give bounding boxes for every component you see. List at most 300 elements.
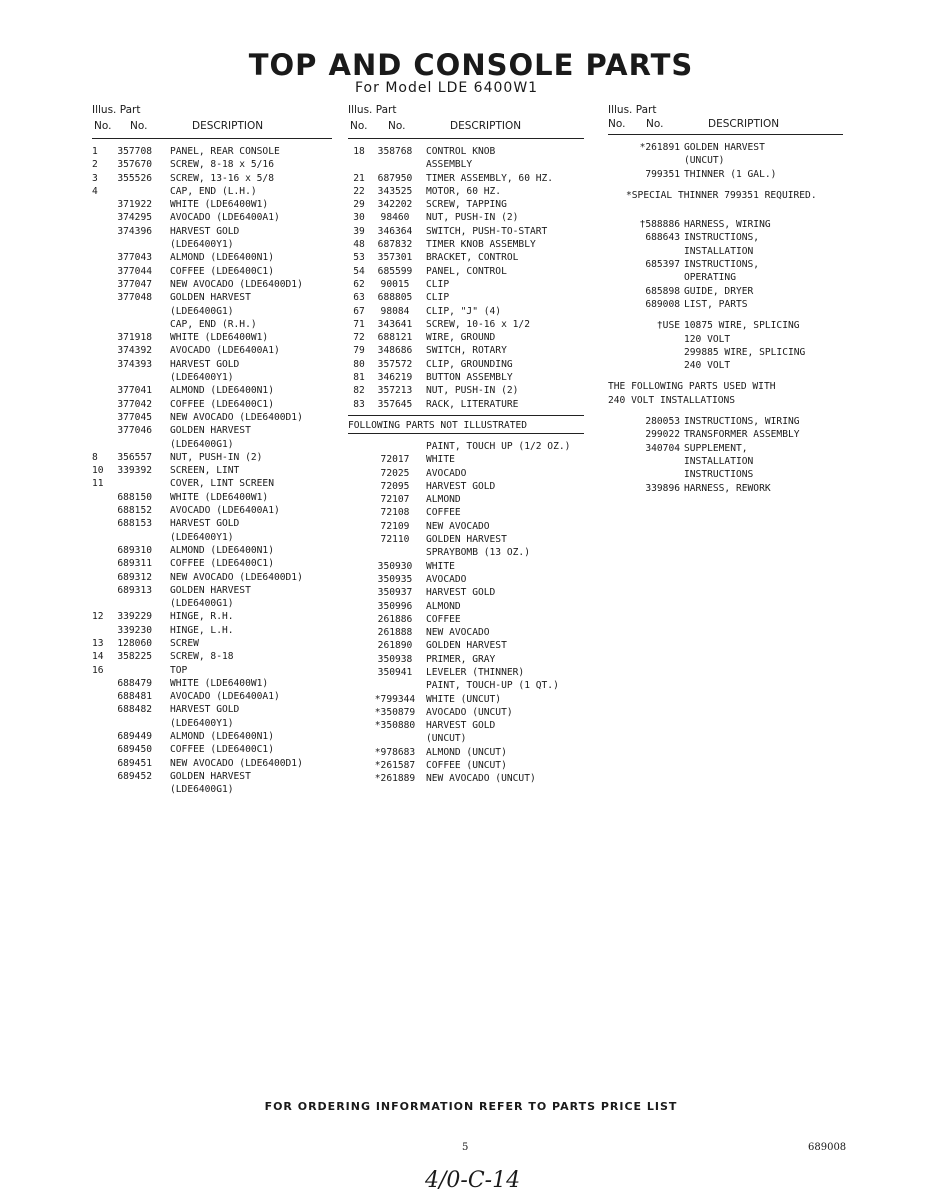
part-description: NEW AVOCADO (LDE6400D1) bbox=[170, 278, 303, 290]
part-number: *261587 bbox=[374, 760, 416, 772]
part-number: 689310 bbox=[117, 544, 152, 556]
part-description: (LDE6400Y1) bbox=[170, 717, 234, 729]
part-row bbox=[92, 411, 332, 424]
part-description: WHITE bbox=[426, 560, 455, 572]
part-row bbox=[92, 158, 332, 171]
part-description: 299885 WIRE, SPLICING bbox=[684, 346, 806, 358]
part-number: 689008 bbox=[645, 298, 680, 310]
part-description: (LDE6400Y1) bbox=[170, 531, 234, 543]
part-description: GOLDEN HARVEST bbox=[684, 142, 765, 153]
header-part-no: No. bbox=[646, 118, 664, 130]
part-row bbox=[92, 770, 332, 783]
part-description: PAINT, TOUCH UP (1/2 OZ.) bbox=[426, 440, 571, 452]
part-number: *261891 bbox=[639, 142, 680, 153]
illus-number: 48 bbox=[353, 239, 365, 251]
part-row bbox=[348, 371, 584, 384]
part-number: 128060 bbox=[117, 637, 152, 649]
part-description: AVOCADO (LDE6400A1) bbox=[170, 345, 280, 357]
part-row bbox=[608, 298, 843, 311]
part-row bbox=[348, 278, 584, 291]
part-number: 72110 bbox=[380, 534, 410, 546]
part-description: INSTRUCTIONS, bbox=[684, 259, 760, 271]
part-number: *350879 bbox=[374, 706, 416, 718]
part-number: 343641 bbox=[377, 318, 413, 330]
part-row bbox=[92, 597, 332, 610]
part-description: HARNESS, WIRING bbox=[684, 219, 771, 231]
part-description: CAP, END (R.H.) bbox=[170, 318, 257, 330]
part-description: HARVEST GOLD bbox=[170, 518, 240, 530]
part-number: 688482 bbox=[117, 704, 152, 716]
following-parts-heading: THE FOLLOWING PARTS USED WITH bbox=[608, 381, 776, 393]
illus-number: 39 bbox=[353, 225, 365, 237]
part-number: 342202 bbox=[377, 199, 413, 211]
part-number: 339896 bbox=[645, 482, 680, 494]
part-row bbox=[92, 384, 332, 397]
part-number: 799351 bbox=[645, 168, 680, 180]
part-row bbox=[348, 520, 584, 533]
illus-number: 63 bbox=[353, 292, 365, 304]
part-number: 685898 bbox=[645, 285, 680, 297]
part-description: SCREW, TAPPING bbox=[426, 199, 507, 211]
part-row bbox=[348, 440, 584, 453]
part-number: 340704 bbox=[645, 442, 680, 454]
part-row bbox=[348, 560, 584, 573]
part-number: 299022 bbox=[645, 429, 680, 441]
following-parts-heading-2: 240 VOLT INSTALLATIONS bbox=[608, 394, 736, 406]
illus-number: 81 bbox=[353, 372, 365, 384]
part-description: (LDE6400G1) bbox=[170, 784, 234, 796]
illus-number: 10 bbox=[92, 465, 104, 477]
part-row bbox=[92, 278, 332, 291]
part-number: 350938 bbox=[377, 653, 413, 665]
part-number: 350996 bbox=[377, 600, 413, 612]
illus-number: 72 bbox=[353, 332, 365, 344]
part-row bbox=[92, 677, 332, 690]
header-description: DESCRIPTION bbox=[708, 118, 780, 130]
part-number: 377045 bbox=[117, 411, 152, 423]
part-row bbox=[348, 331, 584, 344]
part-row bbox=[608, 258, 843, 271]
part-row bbox=[92, 398, 332, 411]
part-number: 377048 bbox=[117, 292, 152, 304]
part-description: NEW AVOCADO (LDE6400D1) bbox=[170, 411, 303, 423]
part-description: TIMER KNOB ASSEMBLY bbox=[426, 239, 536, 251]
part-description: SCREW, 10-16 x 1/2 bbox=[426, 318, 530, 330]
illus-number: 62 bbox=[353, 278, 365, 290]
part-row bbox=[348, 453, 584, 466]
part-description: OPERATING bbox=[684, 272, 736, 284]
part-description: INSTALLATION bbox=[684, 455, 754, 467]
part-description: COVER, LINT SCREEN bbox=[170, 478, 274, 490]
part-row bbox=[348, 719, 584, 732]
illus-number: 14 bbox=[92, 651, 104, 663]
part-row bbox=[348, 238, 584, 251]
part-row bbox=[92, 531, 332, 544]
part-description: TIMER ASSEMBLY, 60 HZ. bbox=[426, 172, 554, 184]
part-description: HARVEST GOLD bbox=[170, 704, 240, 716]
part-number: 350930 bbox=[377, 560, 413, 572]
part-row bbox=[348, 225, 584, 238]
header-illus-no: No. bbox=[608, 118, 626, 130]
part-row bbox=[92, 757, 332, 770]
part-row bbox=[348, 211, 584, 224]
illus-number: 83 bbox=[353, 398, 365, 410]
part-description: SCREW, 13-16 x 5/8 bbox=[170, 172, 274, 184]
part-description: COFFEE (LDE6400C1) bbox=[170, 558, 274, 570]
part-number: 339230 bbox=[117, 624, 152, 636]
part-number: 346219 bbox=[377, 372, 413, 384]
part-description: BRACKET, CONTROL bbox=[426, 252, 519, 264]
part-row bbox=[348, 693, 584, 706]
document-number: 689008 bbox=[808, 1142, 847, 1153]
part-description: AVOCADO (LDE6400A1) bbox=[170, 212, 280, 224]
part-row bbox=[92, 557, 332, 570]
part-number: 346364 bbox=[377, 225, 413, 237]
part-number: 688481 bbox=[117, 691, 152, 703]
part-row bbox=[92, 358, 332, 371]
part-description: SCREEN, LINT bbox=[170, 465, 240, 477]
part-row bbox=[92, 730, 332, 743]
part-description: COFFEE (LDE6400C1) bbox=[170, 265, 274, 277]
part-number: 371922 bbox=[117, 199, 152, 211]
illus-number: 29 bbox=[353, 199, 365, 211]
part-description: RACK, LITERATURE bbox=[426, 398, 519, 410]
part-row bbox=[92, 211, 332, 224]
part-row bbox=[348, 291, 584, 304]
part-number: 688805 bbox=[377, 292, 413, 304]
parts-column-3 bbox=[608, 104, 843, 495]
part-row bbox=[608, 285, 843, 298]
part-row bbox=[348, 706, 584, 719]
part-description: CONTROL KNOB bbox=[426, 146, 496, 157]
part-number: 261890 bbox=[377, 640, 413, 652]
part-number: 357572 bbox=[377, 358, 413, 370]
part-description: INSTALLATION bbox=[684, 245, 754, 257]
part-description: GOLDEN HARVEST bbox=[170, 770, 251, 782]
part-number: 689313 bbox=[117, 584, 152, 596]
part-number: 72095 bbox=[380, 480, 410, 492]
part-number: 688643 bbox=[645, 232, 680, 244]
part-description: SWITCH, PUSH-TO-START bbox=[426, 225, 548, 237]
part-number: 72017 bbox=[380, 454, 410, 466]
part-row bbox=[92, 185, 332, 198]
part-description: COFFEE bbox=[426, 613, 461, 625]
part-description: ALMOND (UNCUT) bbox=[426, 746, 507, 758]
part-description: WIRE, GROUND bbox=[426, 332, 496, 344]
illus-number: 8 bbox=[92, 451, 98, 463]
part-row bbox=[92, 464, 332, 477]
part-row bbox=[92, 424, 332, 437]
part-description: MOTOR, 60 HZ. bbox=[426, 185, 502, 197]
part-row bbox=[92, 517, 332, 530]
part-row bbox=[92, 584, 332, 597]
part-description: COFFEE bbox=[426, 507, 461, 519]
part-number: 339229 bbox=[117, 611, 152, 623]
part-number: 357213 bbox=[377, 385, 413, 397]
part-row bbox=[92, 438, 332, 451]
parts-list bbox=[608, 141, 843, 181]
part-row bbox=[608, 245, 843, 258]
part-number: 377044 bbox=[117, 265, 152, 277]
part-row bbox=[92, 238, 332, 251]
part-number: 350941 bbox=[377, 666, 413, 678]
part-row bbox=[348, 639, 584, 652]
part-description: 10875 WIRE, SPLICING bbox=[684, 320, 800, 332]
part-row bbox=[348, 251, 584, 264]
part-number: 689451 bbox=[117, 757, 152, 769]
page-subtitle: For Model LDE 6400W1 bbox=[355, 80, 539, 96]
part-row bbox=[348, 732, 584, 745]
page-title: TOP AND CONSOLE PARTS bbox=[248, 48, 694, 82]
header-illus-no: No. bbox=[94, 120, 112, 132]
part-row bbox=[348, 653, 584, 666]
illus-number: 21 bbox=[353, 172, 365, 184]
part-description: (UNCUT) bbox=[426, 733, 467, 745]
part-description: SCREW, 8-18 x 5/16 bbox=[170, 159, 274, 171]
part-description: HARVEST GOLD bbox=[426, 480, 496, 492]
part-description: AVOCADO (LDE6400A1) bbox=[170, 505, 280, 517]
part-row bbox=[92, 198, 332, 211]
part-number: *978683 bbox=[374, 746, 416, 758]
part-number: 350937 bbox=[377, 587, 413, 599]
part-number: 688153 bbox=[117, 518, 152, 530]
illus-number: 71 bbox=[353, 318, 365, 330]
part-row bbox=[608, 442, 843, 455]
part-number: 689312 bbox=[117, 571, 152, 583]
part-row bbox=[348, 573, 584, 586]
part-description: INSTRUCTIONS, bbox=[684, 232, 760, 244]
part-row bbox=[92, 650, 332, 663]
part-number: 90015 bbox=[380, 278, 410, 290]
part-description: NEW AVOCADO bbox=[426, 520, 490, 532]
part-description: NEW AVOCADO (LDE6400D1) bbox=[170, 571, 303, 583]
part-number: 687832 bbox=[377, 239, 413, 251]
header-illus-part: Illus. Part bbox=[348, 104, 397, 116]
part-description: PANEL, REAR CONSOLE bbox=[170, 146, 280, 157]
part-description: INSTRUCTIONS bbox=[684, 469, 754, 481]
part-description: COFFEE (LDE6400C1) bbox=[170, 398, 274, 410]
part-description: NEW AVOCADO (UNCUT) bbox=[426, 773, 536, 785]
part-row bbox=[92, 544, 332, 557]
part-description: INSTRUCTIONS, WIRING bbox=[684, 416, 800, 428]
part-description: WHITE bbox=[426, 454, 455, 466]
part-number: 98460 bbox=[380, 212, 410, 224]
part-row bbox=[348, 586, 584, 599]
part-description: SPRAYBOMB (13 OZ.) bbox=[426, 547, 530, 559]
part-row bbox=[348, 679, 584, 692]
part-row bbox=[348, 265, 584, 278]
part-description: ALMOND (LDE6400N1) bbox=[170, 544, 274, 556]
part-description: TOP bbox=[170, 664, 188, 676]
part-number: 377043 bbox=[117, 252, 152, 264]
illus-number: 79 bbox=[353, 345, 365, 357]
part-description: AVOCADO bbox=[426, 467, 467, 479]
column-header bbox=[92, 104, 332, 139]
part-row bbox=[92, 637, 332, 650]
parts-list-240v bbox=[608, 415, 843, 495]
section-heading-not-illustrated: FOLLOWING PARTS NOT ILLUSTRATED bbox=[348, 415, 584, 434]
part-row bbox=[608, 468, 843, 481]
part-row bbox=[348, 358, 584, 371]
part-description: TRANSFORMER ASSEMBLY bbox=[684, 429, 800, 441]
part-row bbox=[92, 225, 332, 238]
part-row bbox=[92, 344, 332, 357]
part-number: 357301 bbox=[377, 252, 413, 264]
parts-column-2 bbox=[348, 104, 584, 786]
part-row bbox=[608, 359, 843, 372]
part-description: GOLDEN HARVEST bbox=[170, 292, 251, 304]
part-row bbox=[348, 318, 584, 331]
part-row bbox=[92, 291, 332, 304]
part-row bbox=[608, 455, 843, 468]
part-description: CLIP bbox=[426, 278, 450, 290]
illus-number: 4 bbox=[92, 185, 98, 197]
part-row bbox=[608, 428, 843, 441]
part-number: 72108 bbox=[380, 507, 410, 519]
part-number: 377047 bbox=[117, 278, 152, 290]
part-number: 339392 bbox=[117, 465, 152, 477]
part-description: CAP, END (L.H.) bbox=[170, 185, 257, 197]
part-row bbox=[348, 344, 584, 357]
part-description: (LDE6400Y1) bbox=[170, 372, 234, 384]
part-row bbox=[92, 610, 332, 623]
part-row bbox=[608, 482, 843, 495]
part-row bbox=[92, 571, 332, 584]
part-row bbox=[92, 251, 332, 264]
part-row bbox=[92, 504, 332, 517]
illus-number: 13 bbox=[92, 637, 104, 649]
part-row bbox=[608, 333, 843, 346]
part-description: PRIMER, GRAY bbox=[426, 653, 496, 665]
part-row bbox=[92, 491, 332, 504]
part-number: 377046 bbox=[117, 425, 152, 437]
part-number: 689311 bbox=[117, 558, 152, 570]
part-row bbox=[92, 690, 332, 703]
ordering-footer: FOR ORDERING INFORMATION REFER TO PARTS PRICE LIST bbox=[264, 1100, 678, 1113]
illus-number: 67 bbox=[353, 305, 365, 317]
part-description: SCREW bbox=[170, 637, 199, 649]
part-row bbox=[348, 759, 584, 772]
part-description: NEW AVOCADO bbox=[426, 627, 490, 639]
part-description: HARVEST GOLD bbox=[426, 720, 496, 732]
part-description: (LDE6400G1) bbox=[170, 598, 234, 610]
illus-number: 11 bbox=[92, 478, 104, 490]
part-description: ALMOND (LDE6400N1) bbox=[170, 731, 274, 743]
part-row bbox=[348, 467, 584, 480]
part-description: PANEL, CONTROL bbox=[426, 265, 507, 277]
part-number: 357670 bbox=[117, 159, 152, 171]
header-illus-part: Illus. Part bbox=[608, 104, 657, 116]
part-number: 371918 bbox=[117, 332, 152, 344]
part-row bbox=[348, 158, 584, 171]
part-number: 689452 bbox=[117, 770, 152, 782]
part-row bbox=[608, 415, 843, 428]
illus-number: 18 bbox=[353, 146, 365, 157]
part-description: SCREW, 8-18 bbox=[170, 651, 234, 663]
part-description: ALMOND bbox=[426, 494, 461, 506]
part-number: 348686 bbox=[377, 345, 413, 357]
part-description: BUTTON ASSEMBLY bbox=[426, 372, 513, 384]
part-number: 358768 bbox=[377, 146, 413, 157]
illus-number: 16 bbox=[92, 664, 104, 676]
part-number: 688121 bbox=[377, 332, 413, 344]
part-row bbox=[348, 172, 584, 185]
part-row bbox=[348, 145, 584, 158]
part-description: THINNER (1 GAL.) bbox=[684, 168, 777, 180]
part-number: 357645 bbox=[377, 398, 413, 410]
part-description: CLIP, "J" (4) bbox=[426, 305, 502, 317]
part-description: (UNCUT) bbox=[684, 155, 725, 167]
header-part-no: No. bbox=[130, 120, 148, 132]
part-number: 358225 bbox=[117, 651, 152, 663]
part-row bbox=[92, 703, 332, 716]
part-row bbox=[348, 480, 584, 493]
part-description: GOLDEN HARVEST bbox=[426, 534, 507, 546]
part-description: GOLDEN HARVEST bbox=[426, 640, 507, 652]
part-description: GOLDEN HARVEST bbox=[170, 425, 251, 437]
part-row bbox=[348, 305, 584, 318]
part-row bbox=[348, 185, 584, 198]
parts-list bbox=[348, 145, 584, 411]
part-number: 280053 bbox=[645, 416, 680, 428]
part-description: AVOCADO (LDE6400A1) bbox=[170, 691, 280, 703]
parts-list bbox=[92, 145, 332, 797]
part-row bbox=[348, 600, 584, 613]
parts-list-not-illustrated bbox=[348, 440, 584, 786]
part-description: ASSEMBLY bbox=[426, 159, 473, 171]
part-number: 377042 bbox=[117, 398, 152, 410]
part-number: 350935 bbox=[377, 573, 413, 585]
part-row bbox=[608, 346, 843, 359]
part-row bbox=[348, 626, 584, 639]
part-number: 374392 bbox=[117, 345, 152, 357]
illus-number: 80 bbox=[353, 358, 365, 370]
illus-number: 53 bbox=[353, 252, 365, 264]
part-description: (LDE6400G1) bbox=[170, 438, 234, 450]
part-description: COFFEE (LDE6400C1) bbox=[170, 744, 274, 756]
illus-number: 22 bbox=[353, 185, 365, 197]
part-number: 688479 bbox=[117, 677, 152, 689]
header-illus-part: Illus. Part bbox=[92, 104, 141, 116]
part-number: 374396 bbox=[117, 225, 152, 237]
part-row bbox=[348, 493, 584, 506]
part-number: 343525 bbox=[377, 185, 413, 197]
handwritten-note: 4/0-C-14 bbox=[425, 1168, 521, 1193]
part-row bbox=[608, 218, 843, 231]
part-description: HARNESS, REWORK bbox=[684, 482, 771, 494]
part-description: 240 VOLT bbox=[684, 360, 731, 372]
illus-number: 82 bbox=[353, 385, 365, 397]
part-row bbox=[348, 746, 584, 759]
part-row bbox=[348, 506, 584, 519]
part-description: HARVEST GOLD bbox=[170, 225, 240, 237]
part-description: WHITE (LDE6400W1) bbox=[170, 199, 269, 211]
part-row bbox=[92, 331, 332, 344]
part-description: AVOCADO (UNCUT) bbox=[426, 706, 513, 718]
illus-number: 12 bbox=[92, 611, 104, 623]
special-thinner-note: *SPECIAL THINNER 799351 REQUIRED. bbox=[626, 189, 817, 201]
part-description: HARVEST GOLD bbox=[170, 358, 240, 370]
part-description: NUT, PUSH-IN (2) bbox=[426, 212, 519, 224]
part-number: 261888 bbox=[377, 627, 413, 639]
part-description: HARVEST GOLD bbox=[426, 587, 496, 599]
part-description: SWITCH, ROTARY bbox=[426, 345, 507, 357]
part-row bbox=[92, 624, 332, 637]
part-row bbox=[348, 772, 584, 785]
page-number: 5 bbox=[462, 1142, 469, 1153]
part-description: LEVELER (THINNER) bbox=[426, 666, 525, 678]
column-header bbox=[608, 104, 843, 135]
